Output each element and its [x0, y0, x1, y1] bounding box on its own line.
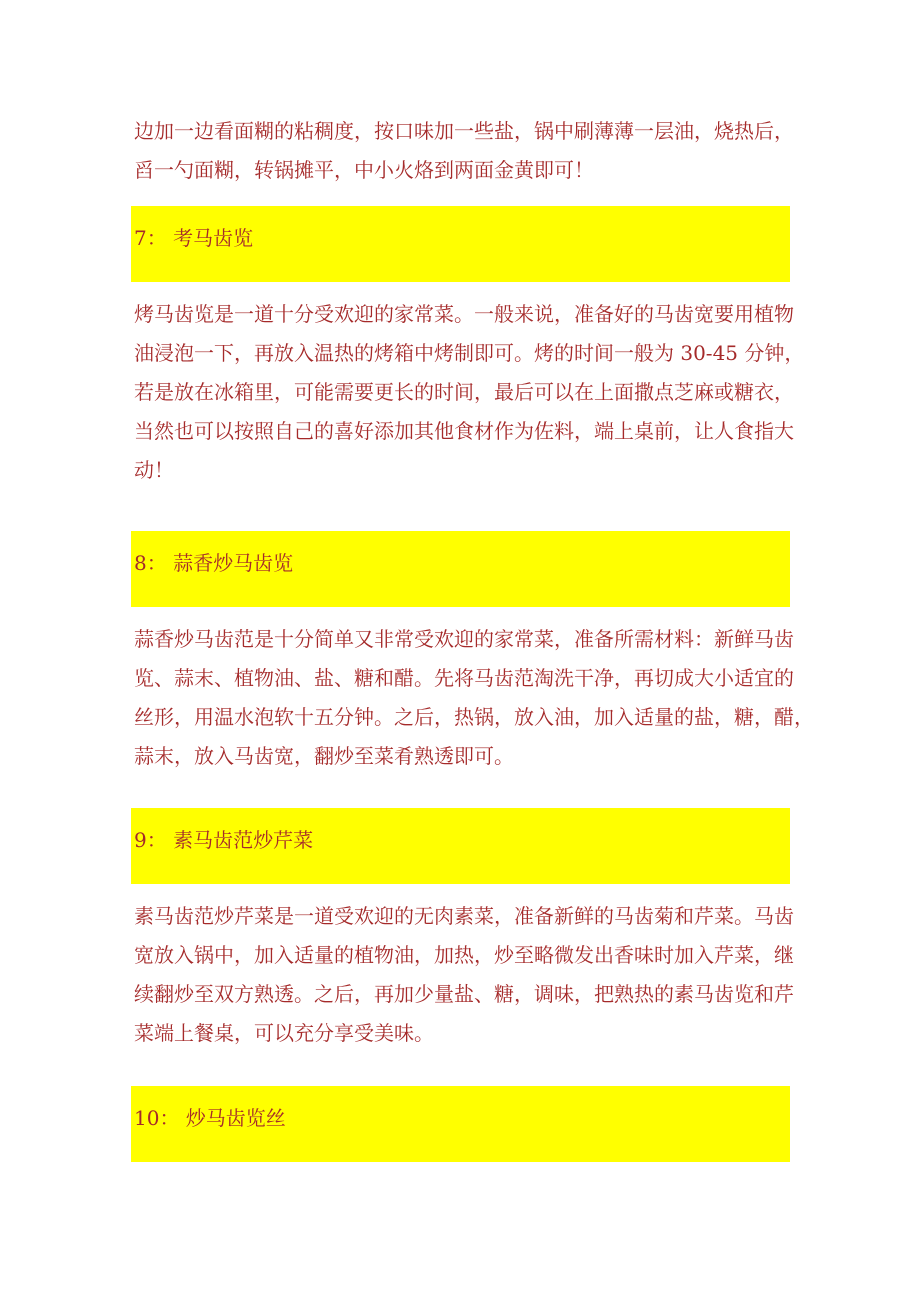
paragraph-line: 油浸泡一下，再放入温热的烤箱中烤制即可。烤的时间一般为 30-45 分钟，: [134, 341, 805, 365]
paragraph-line: 边加一边看面糊的粘稠度，按口味加一些盐，锅中刷薄薄一层油，烧热后，: [134, 119, 794, 143]
section-heading-8: [131, 531, 790, 607]
paragraph-line: 动！: [134, 458, 174, 482]
section-heading-7: [131, 206, 790, 282]
paragraph-line: 菜端上餐桌，可以充分享受美味。: [134, 1021, 434, 1045]
section-heading-text: 9： 素马齿范炒芹菜: [134, 828, 314, 852]
paragraph-line: 蒜香炒马齿范是十分简单又非常受欢迎的家常菜，准备所需材料：新鲜马齿: [134, 627, 794, 651]
paragraph-line: 续翻炒至双方熟透。之后，再加少量盐、糖，调味，把熟热的素马齿览和芹: [134, 982, 794, 1006]
paragraph-line: 览、蒜末、植物油、盐、糖和醋。先将马齿范淘洗干净，再切成大小适宜的: [134, 666, 794, 690]
paragraph-roast-purslane: [134, 295, 805, 490]
paragraph-line: 舀一勺面糊，转锅摊平，中小火烙到两面金黄即可！: [134, 158, 594, 182]
paragraph-line: 若是放在冰箱里，可能需要更长的时间，最后可以在上面撒点芝麻或糖衣，: [134, 380, 794, 404]
paragraph-line: 烤马齿览是一道十分受欢迎的家常菜。一般来说，准备好的马齿宽要用植物: [134, 302, 794, 326]
paragraph-garlic-purslane: [134, 620, 814, 776]
section-heading-text: 8： 蒜香炒马齿览: [134, 551, 294, 575]
section-heading-10: [131, 1086, 790, 1162]
paragraph-line: 当然也可以按照自己的喜好添加其他食材作为佐料，端上桌前，让人食指大: [134, 419, 794, 443]
paragraph-intro-continuation: [134, 112, 794, 190]
section-heading-9: [131, 808, 790, 884]
paragraph-line: 蒜末，放入马齿宽，翻炒至菜肴熟透即可。: [134, 744, 514, 768]
section-heading-text: 10： 炒马齿览丝: [134, 1106, 286, 1130]
section-heading-text: 7： 考马齿览: [134, 226, 254, 250]
paragraph-line: 素马齿范炒芹菜是一道受欢迎的无肉素菜，准备新鲜的马齿菊和芹菜。马齿: [134, 904, 794, 928]
paragraph-purslane-celery: [134, 897, 794, 1053]
paragraph-line: 宽放入锅中，加入适量的植物油，加热，炒至略微发出香味时加入芹菜，继: [134, 943, 794, 967]
paragraph-line: 丝形，用温水泡软十五分钟。之后，热锅，放入油，加入适量的盐，糖，醋，: [134, 705, 814, 729]
